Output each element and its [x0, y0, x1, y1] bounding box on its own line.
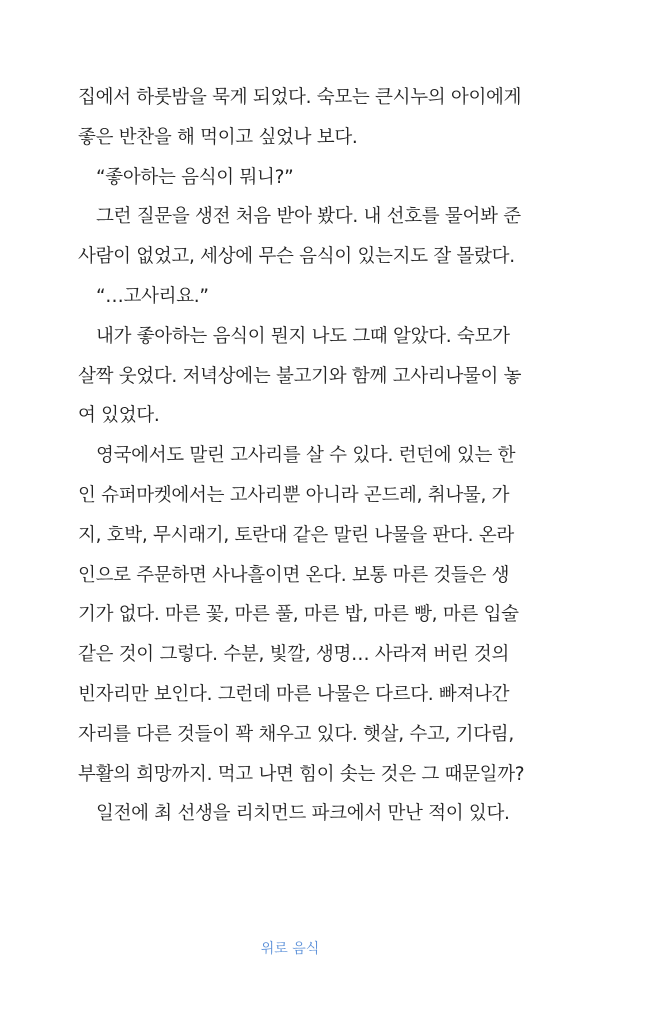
- text-line: 그런 질문을 생전 처음 받아 봤다. 내 선호를 물어봐 준: [96, 206, 521, 228]
- text-line: 빈자리만 보인다. 그런데 마른 나물은 다르다. 빠져나간: [78, 683, 510, 705]
- text-line: 일전에 최 선생을 리치먼드 파크에서 만난 적이 있다.: [96, 803, 510, 825]
- text-line: “…고사리요.”: [96, 285, 209, 307]
- text-line: 좋은 반찬을 해 먹이고 싶었나 보다.: [78, 126, 358, 148]
- text-line: 인으로 주문하면 사나흘이면 온다. 보통 마른 것들은 생: [78, 564, 510, 586]
- text-line: 영국에서도 말린 고사리를 살 수 있다. 런던에 있는 한: [96, 445, 516, 467]
- text-line: 부활의 희망까지. 먹고 나면 힘이 솟는 것은 그 때문일까?: [78, 763, 525, 785]
- text-line: 살짝 웃었다. 저녁상에는 불고기와 함께 고사리나물이 놓: [78, 365, 522, 387]
- text-line: 내가 좋아하는 음식이 뭔지 나도 그때 알았다. 숙모가: [96, 325, 510, 347]
- chapter-title-footer: 위로 음식: [260, 941, 320, 957]
- text-line: 같은 것이 그렇다. 수분, 빛깔, 생명… 사라져 버린 것의: [78, 644, 510, 666]
- text-line: “좋아하는 음식이 뭐니?”: [96, 166, 294, 188]
- text-line: 지, 호박, 무시래기, 토란대 같은 말린 나물을 판다. 온라: [78, 524, 514, 546]
- text-line: 자리를 다른 것들이 꽉 채우고 있다. 햇살, 수고, 기다림,: [78, 723, 514, 745]
- text-line: 집에서 하룻밤을 묵게 되었다. 숙모는 큰시누의 아이에게: [78, 87, 522, 108]
- text-line: 여 있었다.: [78, 405, 160, 427]
- text-line: 인 슈퍼마켓에서는 고사리뿐 아니라 곤드레, 취나물, 가: [78, 484, 510, 506]
- text-line: 기가 없다. 마른 꽃, 마른 풀, 마른 밥, 마른 빵, 마른 입술: [78, 604, 519, 626]
- book-page-text: [78, 78, 525, 834]
- text-line: 사람이 없었고, 세상에 무슨 음식이 있는지도 잘 몰랐다.: [78, 246, 515, 268]
